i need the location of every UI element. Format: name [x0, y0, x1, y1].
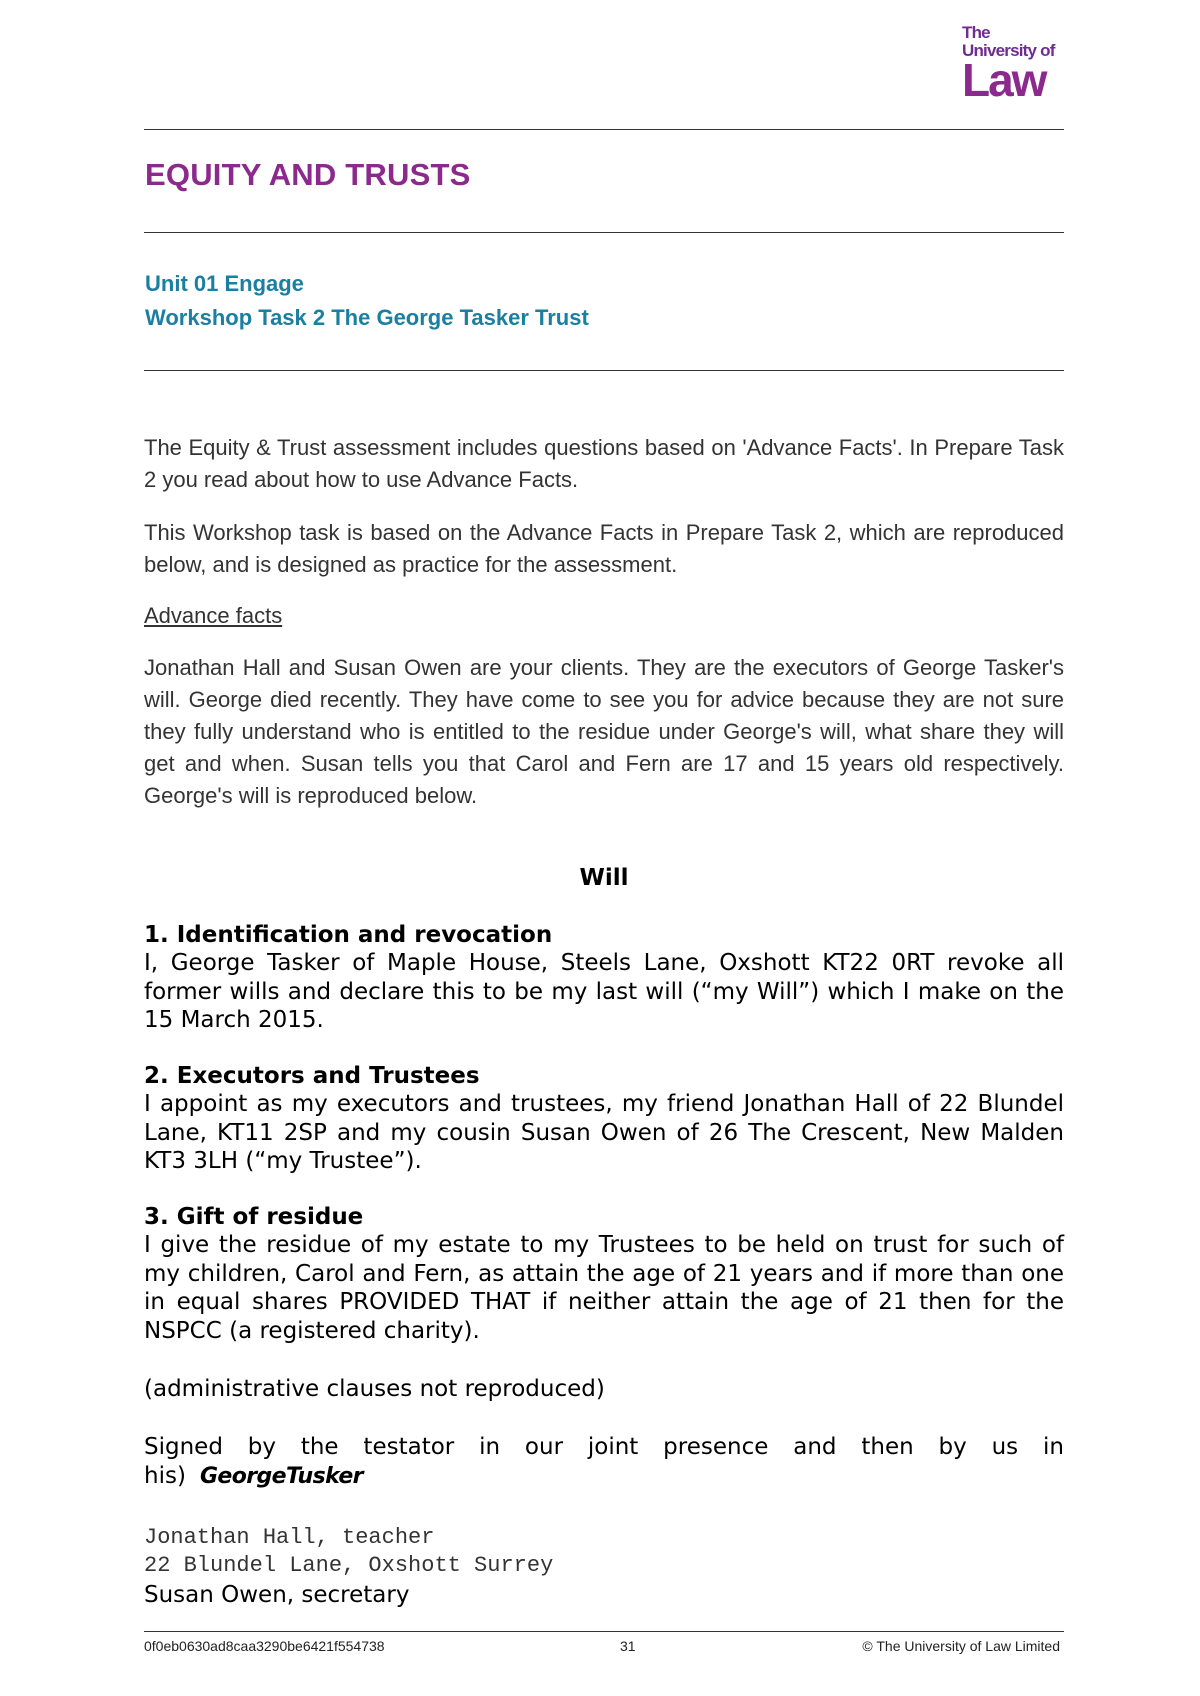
footer-rule — [144, 1631, 1064, 1632]
clause-1-heading: 1. Identification and revocation — [144, 922, 553, 948]
logo-line-the: The — [962, 23, 990, 42]
document-id: 0f0eb0630ad8caa3290be6421f554738 — [144, 1638, 385, 1654]
testator-signature: GeorgeTusker — [199, 1463, 363, 1489]
admin-note: (administrative clauses not reproduced) — [144, 1376, 605, 1402]
will-heading: Will — [579, 865, 629, 891]
advance-facts-label: Advance facts — [144, 603, 283, 628]
university-logo — [962, 23, 1062, 106]
logo-line-university: University of — [962, 41, 1055, 60]
clause-2-text: I appoint as my executors and trustees, my friend Jonathan Hall of 22 Blundel Lane, KT11 2SP and my cousin Susan Owen of 26 The Crescent, New Malden KT3 3LH (“my Trustee”). — [144, 1091, 1064, 1174]
subtitle-rule — [144, 370, 1064, 371]
workshop-paragraph: This Workshop task is based on the Advance Facts in Prepare Task 2, which are reproduced below, and is designed as practice for the assessment. — [144, 520, 1064, 577]
title-rule — [144, 232, 1064, 233]
clause-3-text: I give the residue of my estate to my Trustees to be held on trust for such of my children, Carol and Fern, as attain the age of 21 years and if more than one in equal shares PROVIDED THAT if neither attain the age of 21 then for the NSPCC (a registered charity). — [144, 1232, 1064, 1344]
logo-line-law: Law — [962, 54, 1046, 106]
intro-paragraph: The Equity & Trust assessment includes questions based on 'Advance Facts'. In Prepare Task 2 you read about how to use Advance Facts. — [144, 435, 1064, 492]
signed-text: Signed by the testator in our joint presence and then by us in his) — [144, 1434, 1064, 1489]
task-heading: Workshop Task 2 The George Tasker Trust — [145, 305, 589, 330]
unit-heading: Unit 01 Engage — [145, 271, 304, 296]
clause-3-heading: 3. Gift of residue — [144, 1204, 364, 1230]
clause-2-heading: 2. Executors and Trustees — [144, 1063, 480, 1089]
copyright-notice: © The University of Law Limited — [862, 1638, 1060, 1654]
signed-statement — [144, 1433, 1064, 1491]
witness-1-name: Jonathan Hall, teacher — [144, 1525, 435, 1550]
witness-1-address: 22 Blundel Lane, Oxshott Surrey — [144, 1553, 554, 1578]
page-title: EQUITY AND TRUSTS — [145, 157, 471, 192]
page-number: 31 — [620, 1638, 636, 1654]
facts-paragraph: Jonathan Hall and Susan Owen are your clients. They are the executors of George Tasker's will. George died recently. They have come to see you for advice because they are not sure they fully understand who is entitled to the residue under George's will, what share they will get and when. Susan tells you that Carol and Fern are 17 and 15 years old respectively. George's will is reproduced below. — [144, 655, 1064, 808]
clause-1-text: I, George Tasker of Maple House, Steels Lane, Oxshott KT22 0RT revoke all former wills and declare this to be my last will (“my Will”) which I make on the 15 March 2015. — [144, 950, 1064, 1033]
witness-2-name: Susan Owen, secretary — [144, 1582, 410, 1608]
header-rule — [144, 129, 1064, 130]
